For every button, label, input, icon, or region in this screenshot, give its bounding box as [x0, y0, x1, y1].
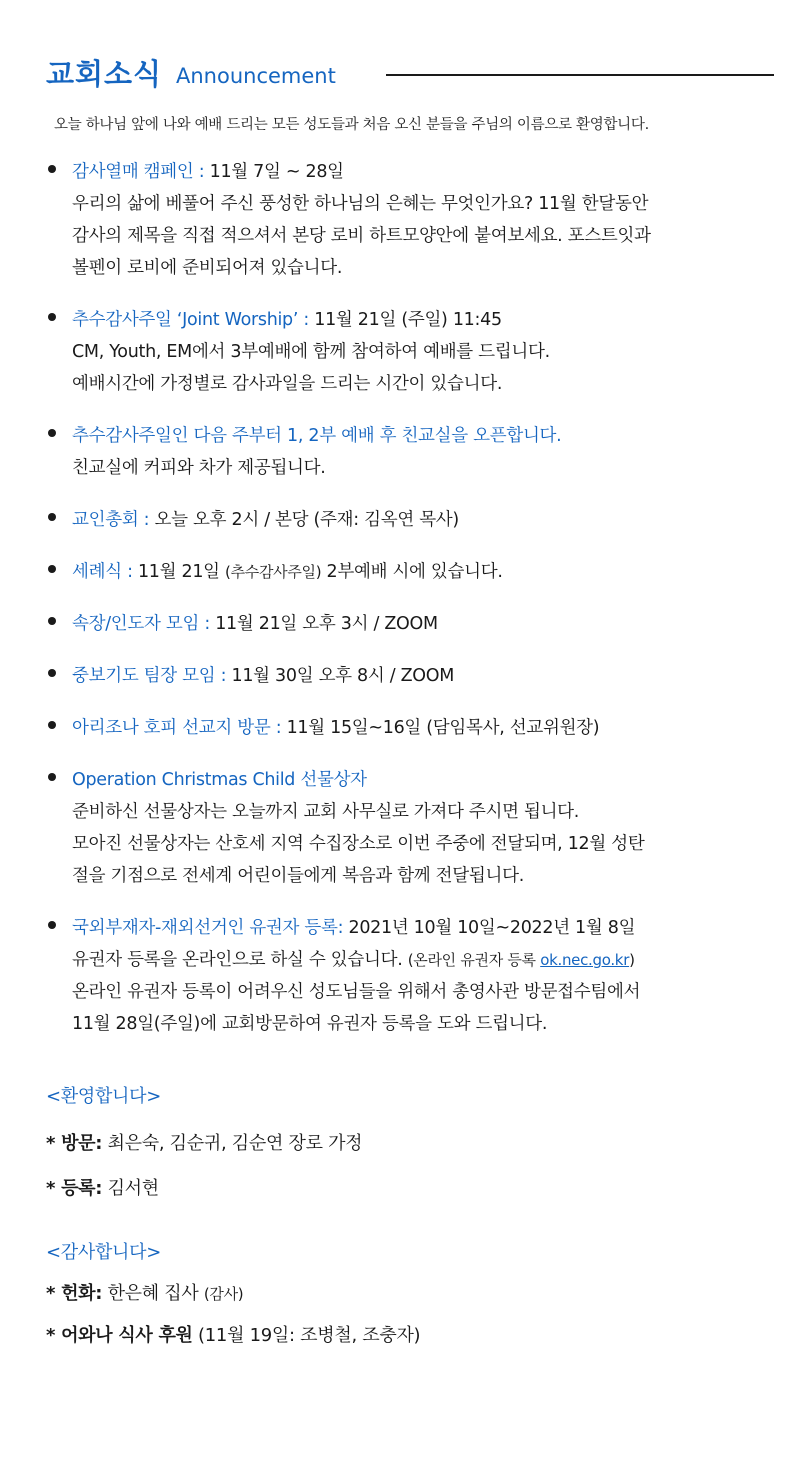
item-line: 볼펜이 로비에 준비되어져 있습니다.: [72, 258, 343, 278]
item-line: 친교실에 커피와 차가 제공됩니다.: [72, 458, 326, 478]
item-detail: 11월 30일 오후 8시 / ZOOM: [226, 666, 455, 686]
bullet-icon: [48, 429, 56, 437]
item-title: 교인총회 :: [72, 510, 150, 530]
item-line: 모아진 선물상자는 산호세 지역 수집장소로 이번 주중에 전달되며, 12월 성탄: [72, 834, 645, 854]
item-title: 추수감사주일 ‘Joint Worship’ :: [72, 310, 309, 330]
register-label: * 등록:: [46, 1178, 103, 1199]
item-detail: 2부예배 시에 있습니다.: [321, 562, 503, 582]
list-item: [44, 504, 774, 536]
announcement-list: [44, 156, 774, 1060]
intro-text: 오늘 하나님 앞에 나와 예배 드리는 모든 성도들과 처음 오신 분들을 주님의 이름으로 환영합니다.: [54, 117, 649, 133]
bullet-icon: [48, 721, 56, 729]
bullet-icon: [48, 565, 56, 573]
item-line: 절을 기점으로 전세계 어린이들에게 복음과 함께 전달됩니다.: [72, 866, 524, 886]
list-item: [44, 420, 774, 484]
offering-label: * 헌화:: [46, 1283, 103, 1304]
bullet-icon: [48, 921, 56, 929]
item-line: 감사의 제목을 직접 적으셔서 본당 로비 하트모양안에 붙여보세요. 포스트잇과: [72, 226, 651, 246]
item-title: 속장/인도자 모임 :: [72, 614, 210, 634]
thanks-offering: [46, 1279, 243, 1305]
welcome-visit: [46, 1129, 362, 1155]
thanks-meal: [46, 1321, 420, 1347]
item-detail: 11월 21일 (주일) 11:45: [308, 310, 502, 330]
bullet-icon: [48, 313, 56, 321]
item-line: 우리의 삶에 베풀어 주신 풍성한 하나님의 은혜는 무엇인가요? 11월 한달동안: [72, 194, 649, 214]
bullet-icon: [48, 617, 56, 625]
meal-value: (11월 19일: 조병철, 조충자): [192, 1325, 421, 1346]
item-detail: 11월 21일 오후 3시 / ZOOM: [209, 614, 438, 634]
list-item: [44, 304, 774, 400]
visit-value: 최은숙, 김순귀, 김순연 장로 가정: [102, 1133, 363, 1154]
item-note-end: ): [629, 951, 635, 969]
item-line: CM, Youth, EM에서 3부예배에 함께 참여하여 예배를 드립니다.: [72, 342, 550, 362]
header-divider: [386, 74, 774, 76]
header: [46, 52, 776, 96]
item-title: 추수감사주일인 다음 주부터 1, 2부 예배 후 친교실을 오픈합니다.: [72, 426, 562, 446]
item-detail: 오늘 오후 2시 / 본당 (주재: 김옥연 목사): [149, 510, 459, 530]
list-item: [44, 764, 774, 892]
item-line: 유권자 등록을 온라인으로 하실 수 있습니다.: [72, 950, 408, 970]
list-item: [44, 608, 774, 640]
list-item: [44, 156, 774, 284]
bullet-icon: [48, 669, 56, 677]
item-detail: 11월 7일 ~ 28일: [204, 162, 344, 182]
item-detail: 11월 21일: [132, 562, 226, 582]
register-value: 김서현: [102, 1178, 159, 1199]
page-title: 교회소식: [46, 57, 163, 91]
meal-label: * 어와나 식사 후원: [46, 1325, 193, 1346]
item-detail: 11월 15일~16일 (담임목사, 선교위원장): [281, 718, 600, 738]
bullet-icon: [48, 773, 56, 781]
registration-link[interactable]: ok.nec.go.kr: [540, 951, 630, 969]
welcome-heading: <환영합니다>: [46, 1086, 162, 1107]
item-note: (온라인 유권자 등록: [407, 951, 541, 969]
list-item: [44, 712, 774, 744]
thanks-heading: <감사합니다>: [46, 1242, 162, 1263]
item-detail: 2021년 10월 10일~2022년 1월 8일: [343, 918, 636, 938]
item-title: 중보기도 팀장 모임 :: [72, 666, 227, 686]
list-item: [44, 912, 774, 1040]
item-line: 온라인 유권자 등록이 어려우신 성도님들을 위해서 총영사관 방문접수팀에서: [72, 982, 641, 1002]
item-title: 아리조나 호피 선교지 방문 :: [72, 718, 282, 738]
offering-note: (감사): [203, 1285, 244, 1303]
offering-value: 한은혜 집사: [102, 1283, 204, 1304]
item-title: Operation Christmas Child 선물상자: [72, 770, 367, 790]
item-line: 11월 28일(주일)에 교회방문하여 유권자 등록을 도와 드립니다.: [72, 1014, 548, 1034]
item-detail-note: (추수감사주일): [225, 563, 322, 581]
item-title: 국외부재자-재외선거인 유권자 등록:: [72, 918, 344, 938]
visit-label: * 방문:: [46, 1133, 103, 1154]
item-title: 세례식 :: [72, 562, 133, 582]
bullet-icon: [48, 513, 56, 521]
bullet-icon: [48, 165, 56, 173]
item-line: 예배시간에 가정별로 감사과일을 드리는 시간이 있습니다.: [72, 374, 503, 394]
list-item: [44, 660, 774, 692]
item-title: 감사열매 캠페인 :: [72, 162, 205, 182]
item-line: 준비하신 선물상자는 오늘까지 교회 사무실로 가져다 주시면 됩니다.: [72, 802, 580, 822]
list-item: [44, 556, 774, 588]
page-subtitle: Announcement: [176, 64, 336, 88]
welcome-register: [46, 1174, 159, 1200]
